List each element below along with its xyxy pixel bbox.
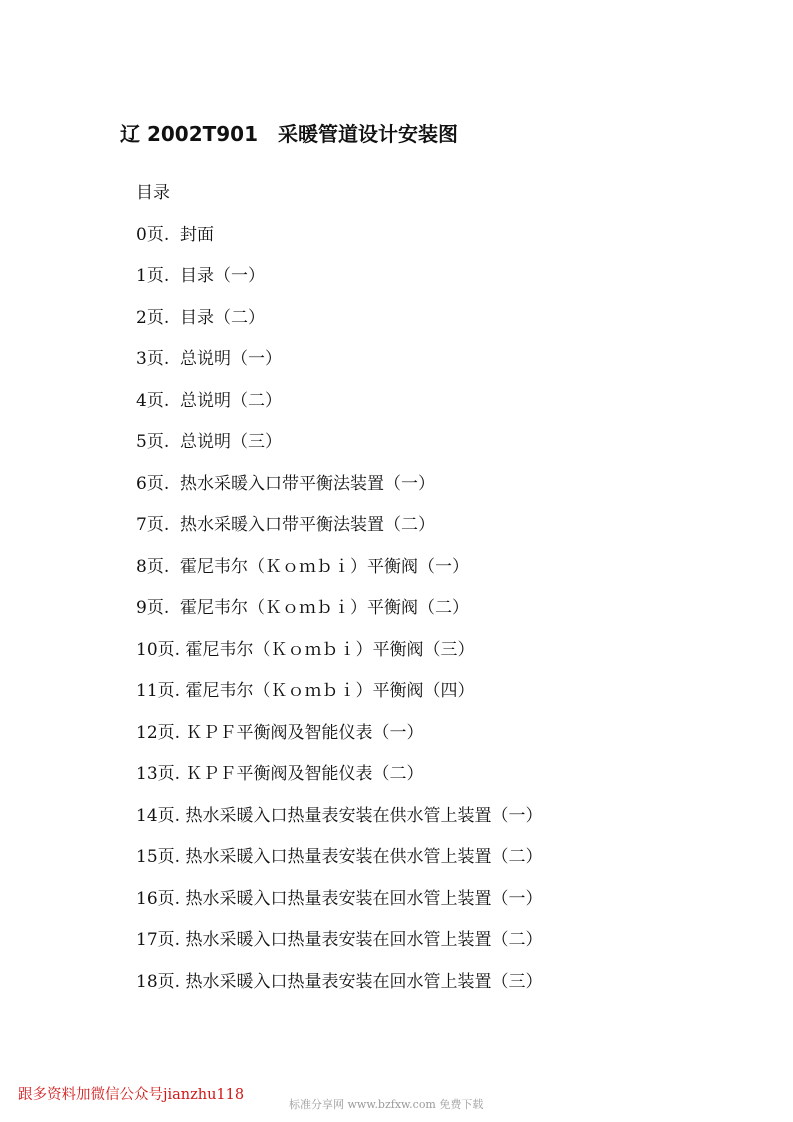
toc-item-page-7: 7页. 热水采暖入口带平衡法装置（二） (136, 515, 436, 535)
toc-item-page-14: 14页. 热水采暖入口热量表安装在供水管上装置（一） (136, 805, 543, 826)
toc-item-page-0: 0页. 封面 (136, 224, 215, 245)
toc-item-page-16: 16页. 热水采暖入口热量表安装在回水管上装置（一） (136, 888, 543, 909)
toc-item-page-13: 13页. ＫＰＦ平衡阀及智能仪表（二） (136, 764, 424, 784)
toc-item-page-10: 10页. 霍尼韦尔（Ｋｏｍｂｉ）平衡阀（三） (136, 639, 475, 660)
toc-item-page-6: 6页. 热水采暖入口带平衡法装置（一） (136, 473, 436, 494)
site-footer-text: 标准分享网 www.bzfxw.com 免费下载 (289, 1098, 484, 1111)
toc-item-page-17: 17页. 热水采暖入口热量表安装在回水管上装置（二） (136, 930, 543, 950)
toc-item-page-8: 8页. 霍尼韦尔（Ｋｏｍｂｉ）平衡阀（一） (136, 556, 470, 577)
promo-footer-text: 跟多资料加微信公众号jianzhu118 (18, 1087, 245, 1103)
toc-item-page-5: 5页. 总说明（三） (136, 432, 283, 452)
toc-item-page-3: 3页. 总说明（一） (136, 349, 283, 369)
toc-item-page-1: 1页. 目录（一） (136, 266, 266, 286)
toc-item-page-9: 9页. 霍尼韦尔（Ｋｏｍｂｉ）平衡阀（二） (136, 598, 470, 618)
toc-item-page-11: 11页. 霍尼韦尔（Ｋｏｍｂｉ）平衡阀（四） (136, 681, 475, 701)
toc-item-page-15: 15页. 热水采暖入口热量表安装在供水管上装置（二） (136, 847, 543, 867)
toc-item-page-12: 12页. ＫＰＦ平衡阀及智能仪表（一） (136, 722, 424, 743)
toc-heading: 目录 (136, 183, 170, 203)
document-title: 辽 2002T901 采暖管道设计安装图 (120, 122, 459, 146)
toc-item-page-4: 4页. 总说明（二） (136, 390, 283, 411)
toc-item-page-18: 18页. 热水采暖入口热量表安装在回水管上装置（三） (136, 971, 543, 992)
toc-item-page-2: 2页. 目录（二） (136, 307, 266, 328)
table-of-contents (136, 178, 756, 1008)
toc-list (136, 220, 756, 1009)
